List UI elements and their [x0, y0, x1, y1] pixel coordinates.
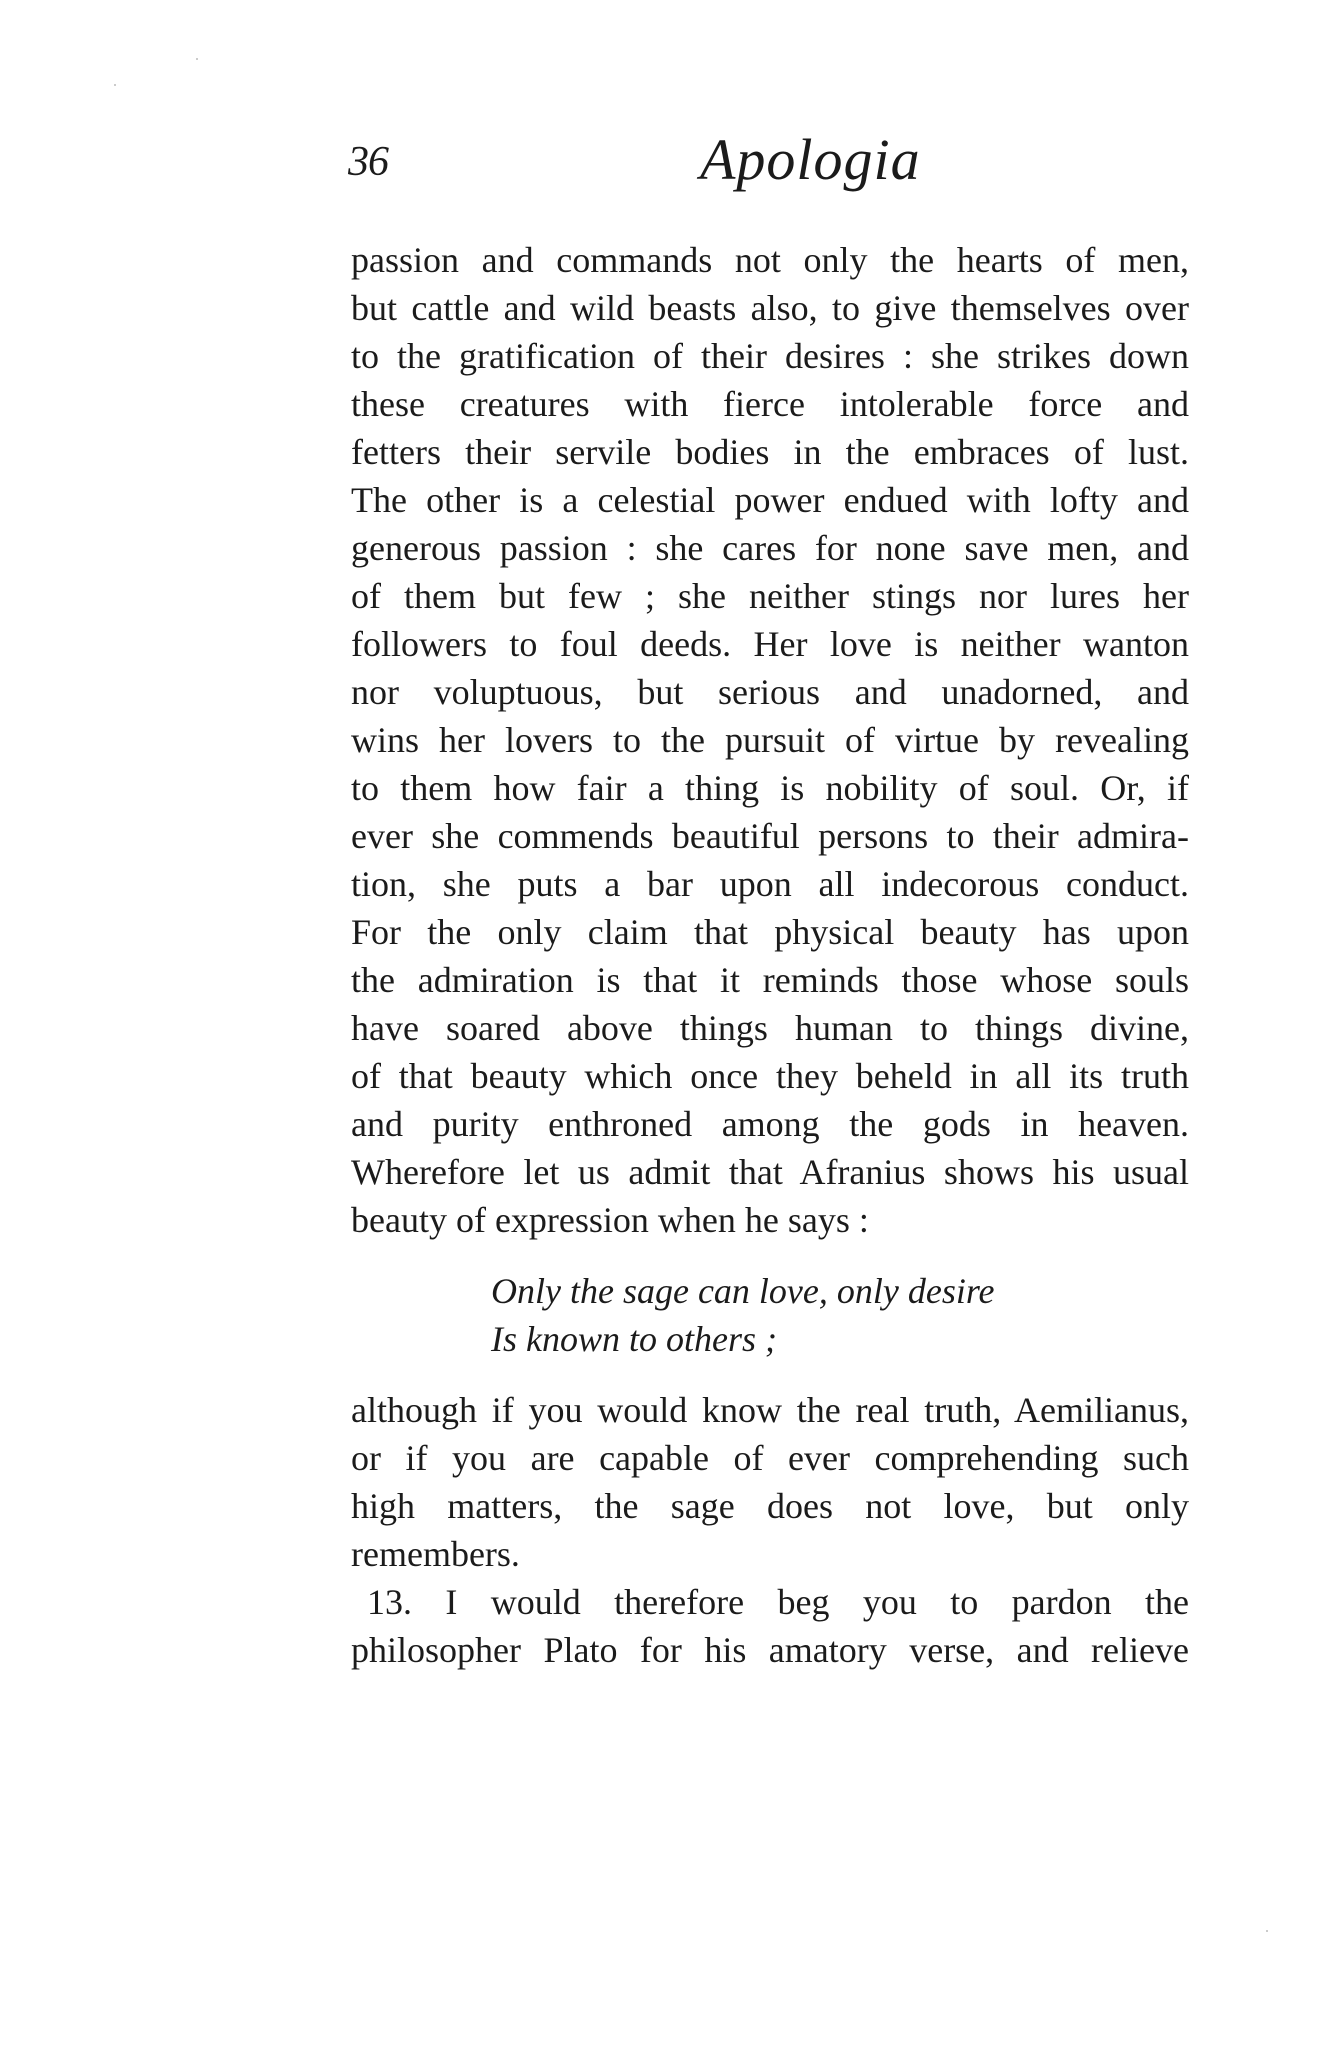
page-number: 36 — [348, 139, 388, 185]
verse-line: Is known to others ; — [491, 1319, 777, 1359]
paper-speck — [114, 84, 116, 86]
text-line: passion and commands not only the hearts of men, — [351, 240, 1189, 280]
text-line: The other is a celestial power endued with lofty and — [351, 480, 1189, 520]
text-line: the admiration is that it reminds those whose souls — [351, 960, 1189, 1000]
text-line: tion, she puts a bar upon all indecorous conduct. — [351, 864, 1189, 904]
text-line: or if you are capable of ever comprehending such — [351, 1438, 1189, 1478]
text-line: of that beauty which once they beheld in all its truth — [351, 1056, 1189, 1096]
text-line: followers to foul deeds. Her love is neither wanton — [351, 624, 1189, 664]
running-head: Apologia — [700, 127, 921, 192]
text-line: Wherefore let us admit that Afranius shows his usual — [351, 1152, 1189, 1192]
verse-line: Only the sage can love, only desire — [491, 1271, 995, 1311]
text-line: philosopher Plato for his amatory verse, and relieve — [351, 1630, 1189, 1670]
text-line: nor voluptuous, but serious and unadorned, and — [351, 672, 1189, 712]
text-line: high matters, the sage does not love, but only — [351, 1486, 1189, 1526]
text-line: but cattle and wild beasts also, to give themselves over — [351, 288, 1189, 328]
paper-speck — [1266, 1930, 1268, 1932]
text-line: of them but few ; she neither stings nor lures her — [351, 576, 1189, 616]
text-line: remembers. — [351, 1534, 520, 1574]
text-line: these creatures with fierce intolerable force and — [351, 384, 1189, 424]
text-line: and purity enthroned among the gods in heaven. — [351, 1104, 1189, 1144]
text-line: have soared above things human to things divine, — [351, 1008, 1189, 1048]
section-13-first-line: 13. I would therefore beg you to pardon the — [367, 1582, 1189, 1622]
text-line: although if you would know the real truth, Aemilianus, — [351, 1390, 1189, 1430]
text-line: to the gratification of their desires : she strikes down — [351, 336, 1189, 376]
text-line: wins her lovers to the pursuit of virtue by revealing — [351, 720, 1189, 760]
text-line: fetters their servile bodies in the embraces of lust. — [351, 432, 1189, 472]
paper-speck — [196, 58, 198, 60]
text-line: ever she commends beautiful persons to their admira- — [351, 816, 1189, 856]
text-line: generous passion : she cares for none save men, and — [351, 528, 1189, 568]
text-line: to them how fair a thing is nobility of soul. Or, if — [351, 768, 1189, 808]
text-line: beauty of expression when he says : — [351, 1200, 869, 1240]
text-line: For the only claim that physical beauty has upon — [351, 912, 1189, 952]
